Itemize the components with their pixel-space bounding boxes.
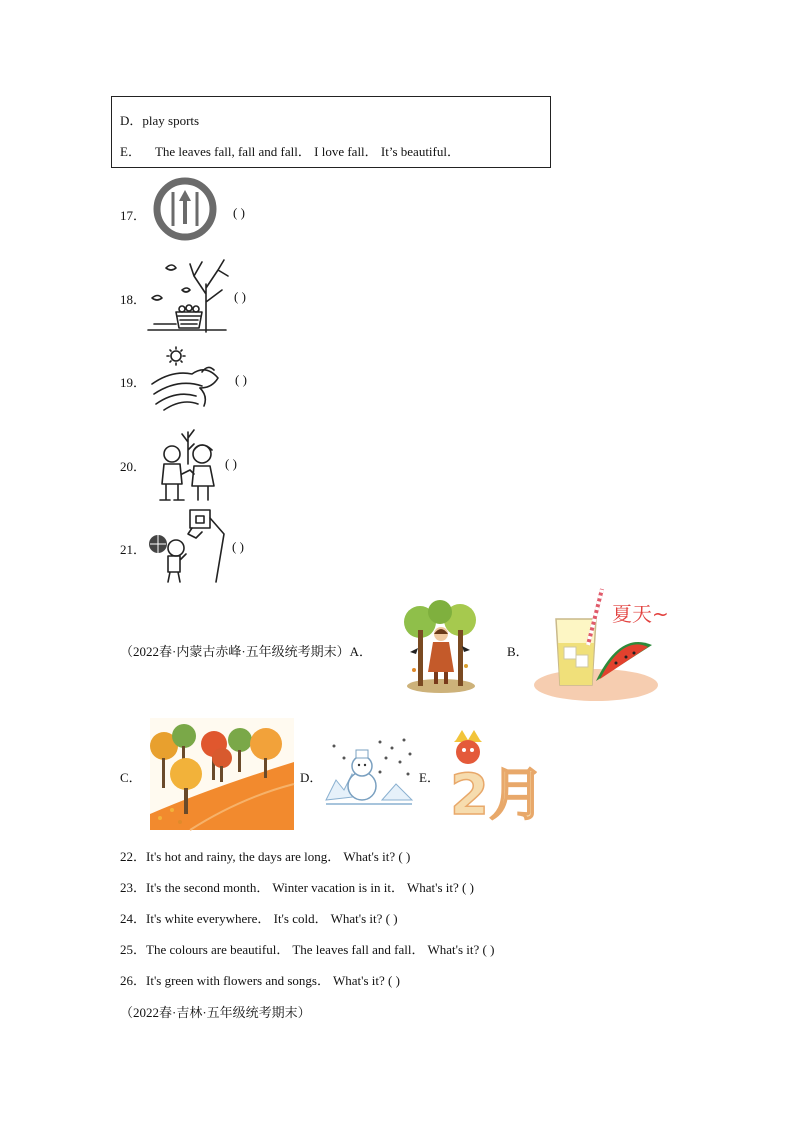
question-23: [120, 877, 474, 896]
question-number: 25．: [120, 942, 147, 957]
footer-source: （2022春·吉林·五年级统考期末）: [120, 1005, 311, 1020]
item-19-number: 19．: [120, 375, 147, 390]
boy-basketball-icon: [146, 504, 230, 586]
answer-blank[interactable]: ( ): [462, 880, 474, 895]
autumn-road-trees-image: [150, 718, 294, 830]
answer-blank[interactable]: ( ): [398, 849, 411, 864]
february-text: 2月: [450, 763, 545, 828]
question-26: [120, 970, 400, 989]
answer-blank[interactable]: ( ): [233, 205, 245, 220]
option-letter: E．: [120, 144, 141, 159]
answer-blank[interactable]: ( ): [232, 539, 244, 554]
item-17-number: 17．: [120, 208, 147, 223]
question-text: It's green with flowers and songs． What's it?: [146, 973, 385, 988]
options-box: [111, 96, 551, 168]
option-d: [120, 110, 199, 129]
option-text: play sports: [142, 113, 200, 128]
label-e: E．: [419, 770, 440, 785]
label-c: C．: [120, 770, 142, 785]
answer-blank[interactable]: ( ): [482, 942, 495, 957]
autumn-girl-image: [400, 600, 482, 694]
answer-blank[interactable]: ( ): [234, 289, 246, 304]
label-b: B．: [507, 644, 529, 659]
question-number: 22．: [120, 849, 147, 864]
answer-blank[interactable]: ( ): [388, 973, 400, 988]
item-20-number: 20．: [120, 459, 147, 474]
one-way-sign-icon: [152, 176, 218, 242]
question-number: 23．: [120, 880, 147, 895]
snowman-winter-image: [322, 734, 416, 810]
section-source: [120, 641, 372, 660]
item-21-number: 21．: [120, 542, 147, 557]
answer-blank[interactable]: ( ): [235, 372, 247, 387]
question-number: 26．: [120, 973, 147, 988]
label-a: A．: [349, 644, 373, 659]
question-25: [120, 939, 494, 958]
summer-text: 夏天~: [612, 602, 669, 626]
question-text: It's hot and rainy, the days are long． What's it?: [146, 849, 396, 864]
summer-drink-watermelon-image: [530, 585, 670, 705]
source-text: （2022春·内蒙古赤峰·五年级统考期末）: [120, 644, 350, 659]
apple-tree-basket-icon: [146, 254, 230, 336]
option-text: The leaves fall, fall and fall． I love fall． It’s beautiful．: [154, 144, 460, 159]
question-text: It's the second month． Winter vacation is in it． What's it?: [146, 880, 459, 895]
question-22: [120, 846, 410, 865]
option-e: [120, 141, 460, 160]
question-number: 24．: [120, 911, 147, 926]
label-d: D．: [300, 770, 323, 785]
question-24: [120, 908, 398, 927]
answer-blank[interactable]: ( ): [225, 456, 237, 471]
sun-fields-icon: [150, 346, 222, 412]
february-image: [446, 728, 550, 828]
children-planting-tree-icon: [158, 424, 220, 502]
option-letter: D．: [120, 113, 143, 128]
question-text: The colours are beautiful． The leaves fall and fall． What's it?: [146, 942, 480, 957]
answer-blank[interactable]: ( ): [385, 911, 398, 926]
item-18-number: 18．: [120, 292, 147, 307]
question-text: It's white everywhere． It's cold． What's it?: [146, 911, 383, 926]
